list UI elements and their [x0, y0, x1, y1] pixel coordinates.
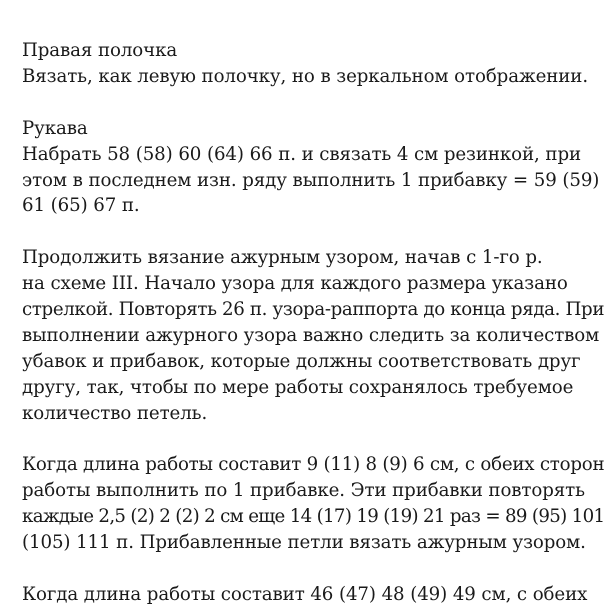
text-line: этом в последнем изн. ряду выполнить 1 прибавку = 59 (59) [22, 169, 600, 191]
paragraph-increases [22, 452, 605, 556]
text-line: Когда длина работы составит 46 (47) 48 (49) 49 см, с обеих [22, 583, 588, 605]
text-line: работы выполнить по 1 прибавке. Эти прибавки повторять [22, 480, 585, 502]
text-line: Набрать 58 (58) 60 (64) 66 п. и связать 4 см резинкой, при [22, 143, 582, 165]
text-line: Продолжить вязание ажурным узором, начав с 1-го р. [22, 247, 543, 269]
heading-right-front: Правая полочка [22, 40, 178, 61]
text-line: другу, так, чтобы по мере работы сохранялось требуемое [22, 376, 574, 398]
text-line: выполнении ажурного узора важно следить за количеством [22, 324, 600, 346]
text-line: каждые 2,5 (2) 2 (2) 2 см еще 14 (17) 19 (19) 21 раз = 89 (95) 101 [22, 506, 605, 528]
text-line: стрелкой. Повторять 26 п. узора-раппорта до конца ряда. При [22, 299, 605, 321]
paragraph-right-front [22, 38, 602, 90]
text-line: Вязать, как левую полочку, но в зеркальном отображении. [22, 65, 588, 87]
text-line: Когда длина работы составит 9 (11) 8 (9) 6 см, с обеих сторон [22, 454, 605, 476]
paragraph-sleeves [22, 116, 602, 220]
text-line: (105) 111 п. Прибавленные петли вязать ажурным узором. [22, 532, 586, 554]
paragraph-lace-pattern [22, 245, 605, 426]
text-line: убавок и прибавок, которые должны соответствовать друг [22, 350, 581, 372]
text-line: на схеме III. Начало узора для каждого размера указано [22, 273, 568, 295]
paragraph-length [22, 582, 602, 608]
text-line: 61 (65) 67 п. [22, 195, 140, 217]
heading-sleeves: Рукава [22, 117, 88, 139]
text-line: количество петель. [22, 402, 208, 424]
